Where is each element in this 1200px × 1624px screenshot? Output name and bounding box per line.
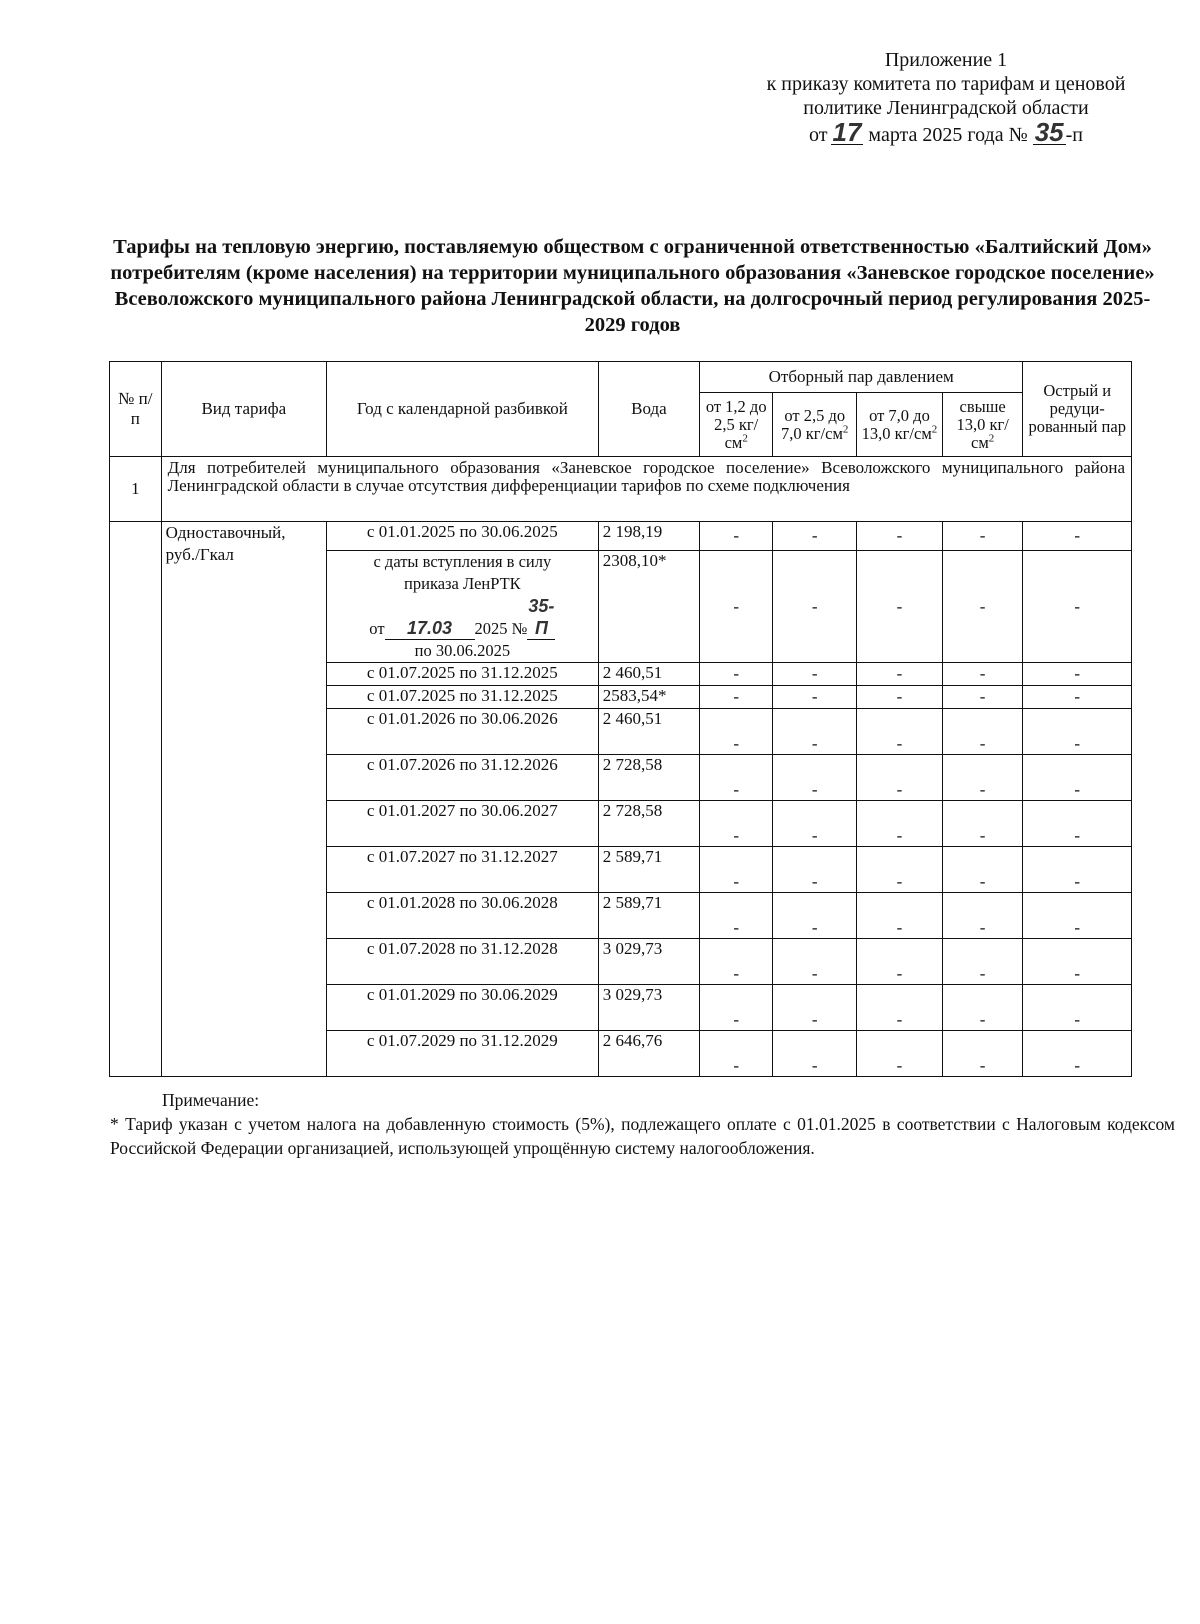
appendix-line-3: политике Ленинградской области [803,97,1089,119]
dash-cell: - [1023,1031,1132,1077]
header-water: Вода [598,362,699,457]
water-value: 2 728,58 [598,755,699,801]
dash-cell: - [1023,801,1132,847]
dash-cell: - [857,801,943,847]
header-steam-group: Отборный пар давлением [700,362,1023,393]
handwritten-date: 17.03 [385,617,475,640]
date-rest: марта 2025 года № [868,124,1028,146]
water-value: 2 198,19 [598,522,699,551]
dash-cell: - [1023,551,1132,663]
tariff-table [109,361,1132,1077]
dash-cell: - [942,522,1023,551]
dash-cell: - [773,939,857,985]
dash-cell: - [857,755,943,801]
header-kind: Вид тарифа [161,362,326,457]
dash-cell: - [942,551,1023,663]
dash-cell: - [1023,985,1132,1031]
dash-cell: - [857,847,943,893]
appendix-date-line [716,117,1176,147]
dash-cell: - [942,893,1023,939]
dash-cell: - [942,686,1023,709]
period-cell: с 01.07.2026 по 31.12.2026 [326,755,598,801]
dash-cell: - [700,686,773,709]
dash-cell: - [700,709,773,755]
dash-cell: - [857,686,943,709]
dash-cell: - [942,847,1023,893]
dash-cell: - [1023,939,1132,985]
period-cell: с 01.07.2028 по 31.12.2028 [326,939,598,985]
header-sharp-steam: Острый и редуци-рованный пар [1023,362,1132,457]
dash-cell: - [1023,686,1132,709]
water-value: 2 728,58 [598,801,699,847]
dash-cell: - [700,551,773,663]
dash-cell: - [942,1031,1023,1077]
order-suffix: -п [1065,124,1083,146]
period-cell: с 01.07.2025 по 31.12.2025 [326,686,598,709]
period-cell: с 01.01.2025 по 30.06.2025 [326,522,598,551]
header-period: Год с календарной разбивкой [326,362,598,457]
dash-cell: - [773,663,857,686]
dash-cell: - [773,709,857,755]
dash-cell: - [857,709,943,755]
period-cell: с 01.01.2026 по 30.06.2026 [326,709,598,755]
header-steam-3: от 7,0 до 13,0 $кг/см^2$ [857,393,943,457]
dash-cell: - [857,663,943,686]
period-cell: с 01.07.2027 по 31.12.2027 [326,847,598,893]
handwritten-day: 17 [832,117,862,147]
dash-cell: - [700,893,773,939]
dash-cell: - [700,755,773,801]
header-steam-2: от 2,5 до 7,0 $кг/см^2$ [773,393,857,457]
dash-cell: - [857,985,943,1031]
appendix-line-2: к приказу комитета по тарифам и ценовой [766,73,1126,95]
dash-cell: - [1023,755,1132,801]
appendix-header [716,48,1176,147]
dash-cell: - [700,939,773,985]
blank-page-area [0,1130,1200,1624]
table-row [110,522,1132,551]
dash-cell: - [942,709,1023,755]
dash-cell: - [857,522,943,551]
note-label: Примечание: [162,1090,260,1110]
dash-cell: - [700,1031,773,1077]
dash-cell: - [700,985,773,1031]
dash-cell: - [700,663,773,686]
water-value: 2 460,51 [598,709,699,755]
dash-cell: - [1023,709,1132,755]
dash-cell: - [942,663,1023,686]
index-blank [110,522,162,1077]
dash-cell: - [942,755,1023,801]
tariff-kind: Одноставочный, руб./Гкал [161,522,326,1077]
period-cell: с 01.01.2028 по 30.06.2028 [326,893,598,939]
dash-cell: - [857,893,943,939]
water-value: 2 646,76 [598,1031,699,1077]
dash-cell: - [942,801,1023,847]
dash-cell: - [700,847,773,893]
dash-cell: - [773,522,857,551]
dash-cell: - [700,522,773,551]
period-cell: с 01.01.2027 по 30.06.2027 [326,801,598,847]
water-value: 2 589,71 [598,847,699,893]
water-value: 3 029,73 [598,939,699,985]
dash-cell: - [1023,663,1132,686]
dash-cell: - [773,801,857,847]
header-steam-1: от 1,2 до 2,5 $кг/см^2$ [700,393,773,457]
special-period-cell: с даты вступления в силу приказа ЛенРТК от 17.03 2025 №35-П по 30.06.2025 [326,551,598,663]
dash-cell: - [773,985,857,1031]
water-value: 2 460,51 [598,663,699,686]
dash-cell: - [1023,522,1132,551]
water-value: 2583,54* [598,686,699,709]
water-value: 3 029,73 [598,985,699,1031]
period-cell: с 01.07.2029 по 31.12.2029 [326,1031,598,1077]
dash-cell: - [773,1031,857,1077]
dash-cell: - [773,686,857,709]
handwritten-number: 35-П [528,596,555,638]
date-prefix: от [809,124,828,146]
dash-cell: - [700,801,773,847]
appendix-title: Приложение 1 [884,49,1008,71]
dash-cell: - [773,847,857,893]
header-steam-4: свыше 13,0 $кг/см^2$ [942,393,1023,457]
group-description: Для потребителей муниципального образования «Заневское городское поселение» Всеволожского муниципального района Ленинградской области в случае отсутствия дифференциации тарифов по схеме подключения [161,457,1131,522]
dash-cell: - [857,551,943,663]
period-cell: с 01.07.2025 по 31.12.2025 [326,663,598,686]
note-text: * Тариф указан с учетом налога на добавленную стоимость (5%), подлежащего оплате с 01.01.2025 в соответствии с Налоговым кодексом Российской Федерации организацией, использующей упрощённую систему налогообложения. [110,1114,1175,1158]
document-title: Тарифы на тепловую энергию, поставляемую обществом с ограниченной ответственностью «Балтийский Дом» потребителям (кроме населения) на территории муниципального образования «Заневское городское поселение» Всеволожского муниципального района Ленинградской области, на долгосрочный период регулирования 2025-2029 годов [110,236,1155,336]
handwritten-order-number: 35 [1034,117,1064,147]
header-num: № п/п [110,362,162,457]
dash-cell: - [773,893,857,939]
group-index: 1 [110,457,162,522]
dash-cell: - [857,939,943,985]
dash-cell: - [773,755,857,801]
dash-cell: - [942,985,1023,1031]
dash-cell: - [1023,847,1132,893]
dash-cell: - [773,551,857,663]
period-cell: с 01.01.2029 по 30.06.2029 [326,985,598,1031]
water-value: 2308,10* [598,551,699,663]
dash-cell: - [857,1031,943,1077]
dash-cell: - [1023,893,1132,939]
water-value: 2 589,71 [598,893,699,939]
dash-cell: - [942,939,1023,985]
